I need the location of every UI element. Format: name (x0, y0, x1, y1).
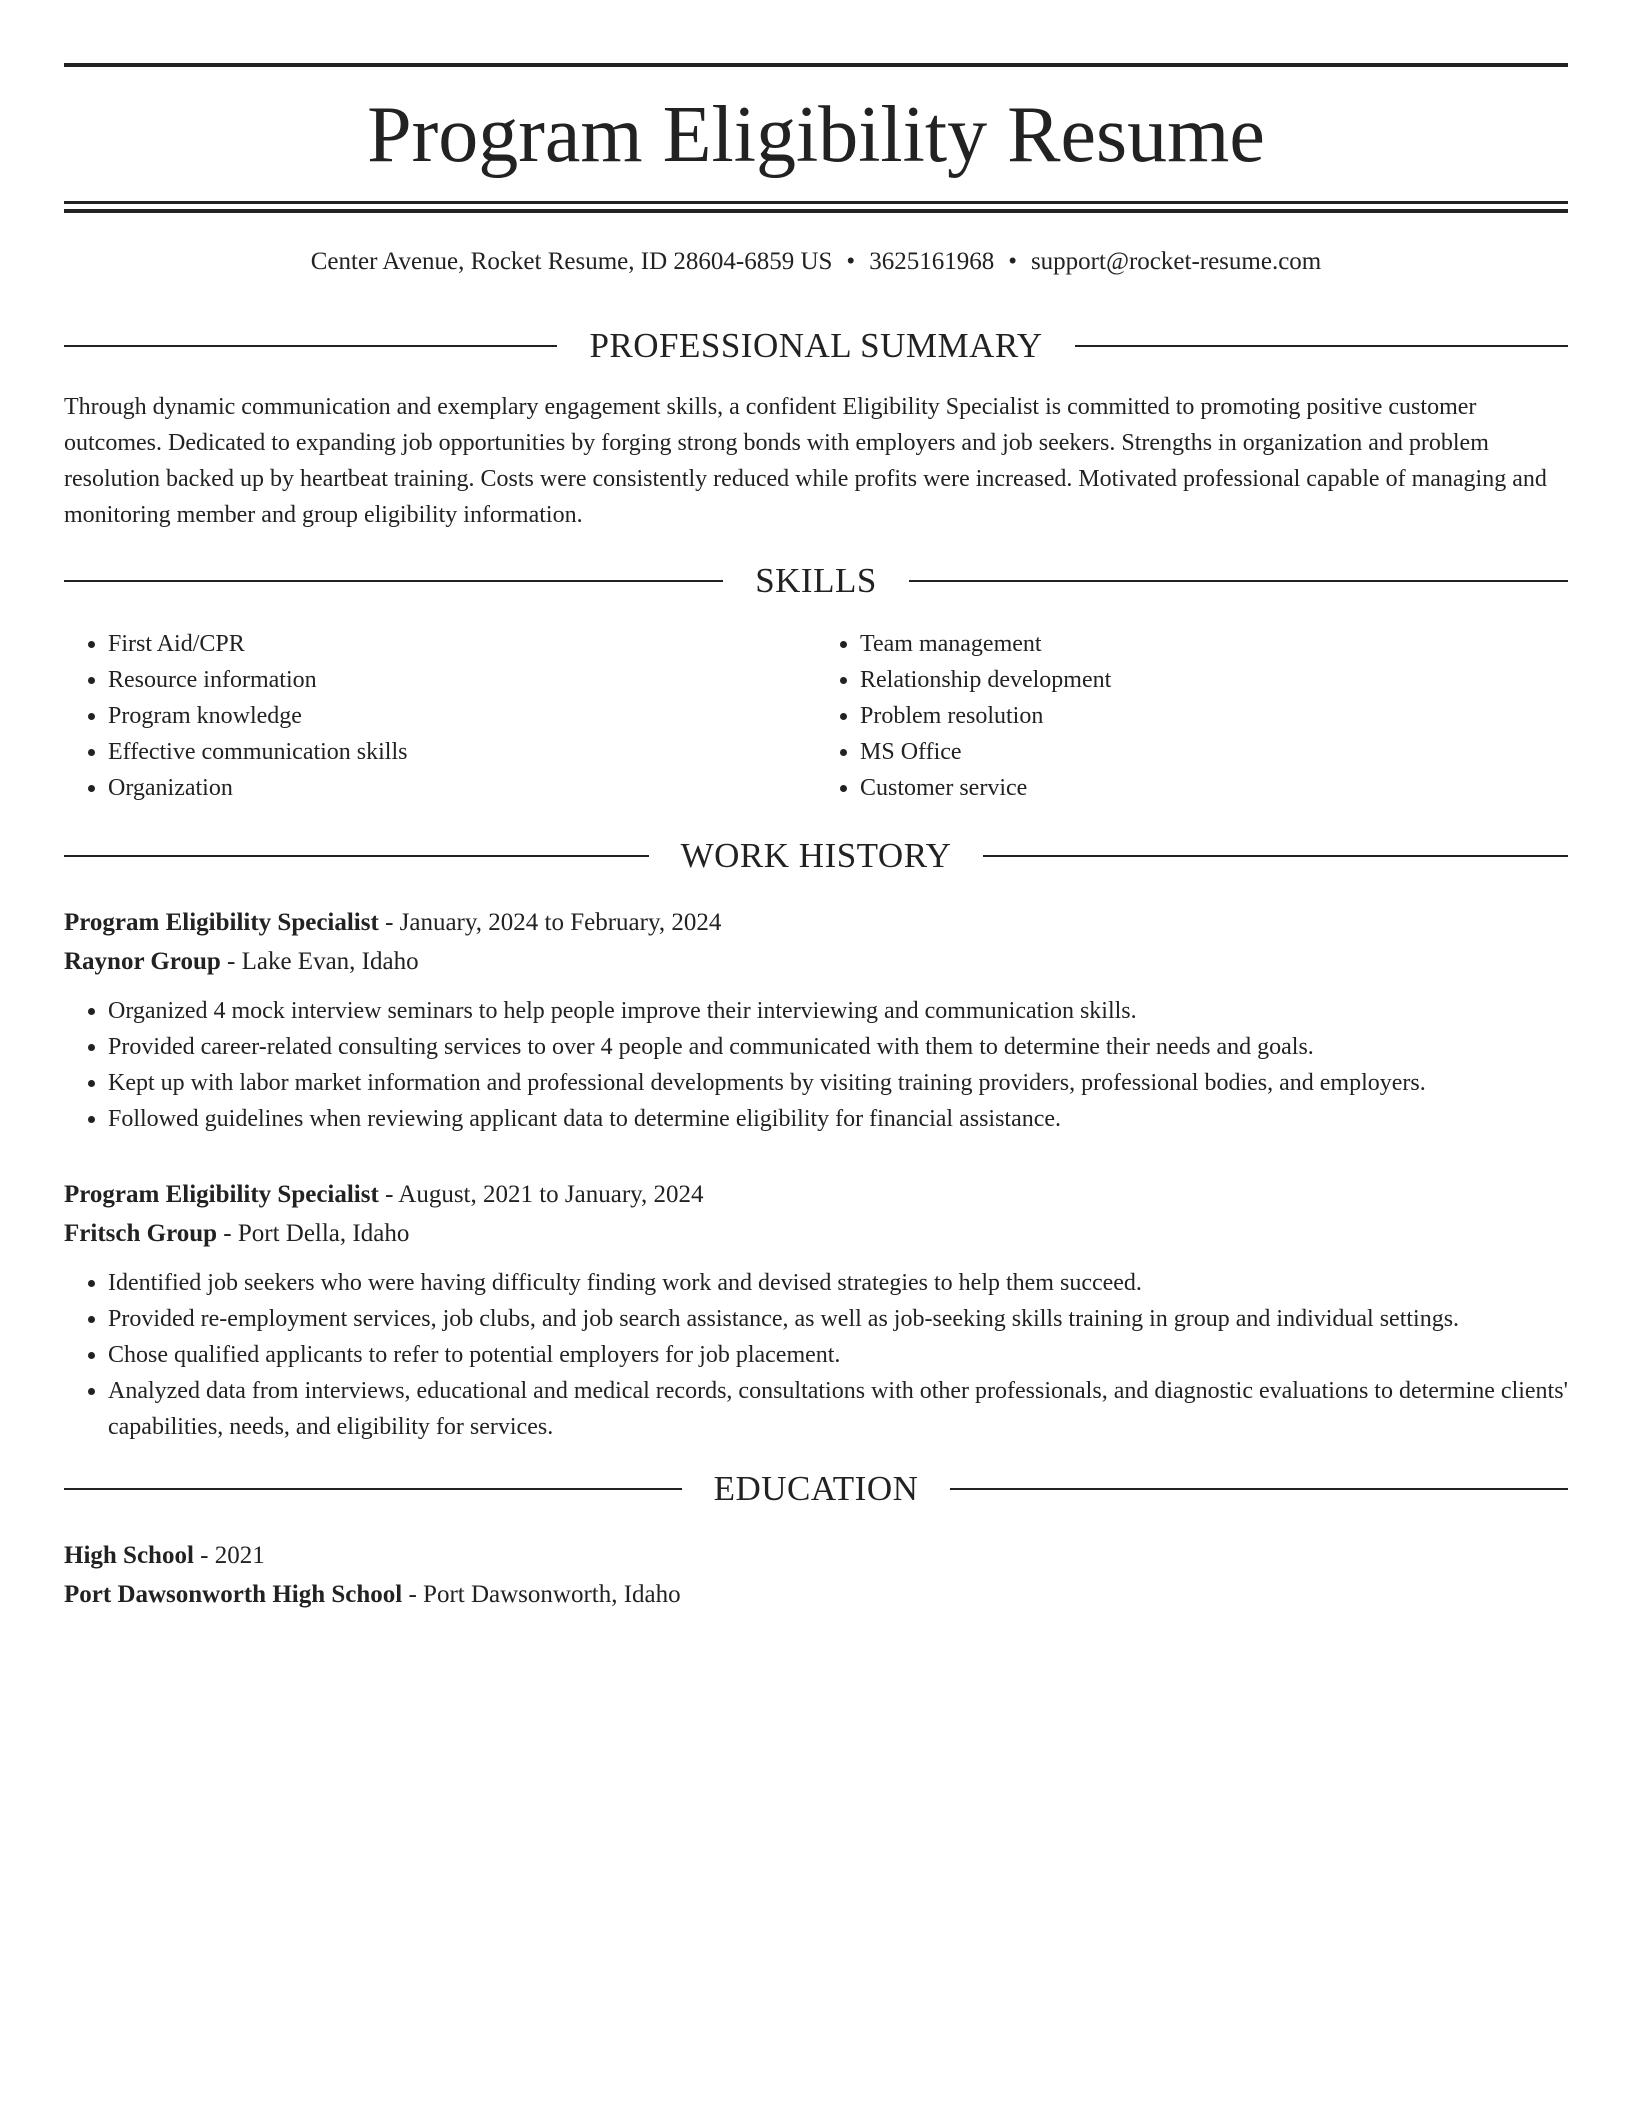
job-bullets (64, 993, 1568, 1137)
section-title: WORK HISTORY (680, 836, 952, 875)
job-title-line (64, 1175, 1568, 1214)
section-header-skills (64, 563, 1568, 598)
job-bullet: • Kept up with labor market information and professional developments by visiting training providers, professional bodies, and employers. (108, 1065, 1568, 1101)
resume-title: Program Eligibility Resume (367, 91, 1265, 179)
skills-column-right (816, 626, 1568, 806)
skills-column-left (64, 626, 816, 806)
education-school-line (64, 1575, 1568, 1614)
section-header-summary (64, 328, 1568, 363)
job-bullet: • Chose qualified applicants to refer to potential employers for job placement. (108, 1337, 1568, 1373)
contact-line (64, 249, 1568, 274)
education-school: Port Dawsonworth High School (64, 1581, 403, 1608)
section-title: EDUCATION (713, 1469, 919, 1508)
skill-item: • Customer service (860, 770, 1568, 806)
skill-item: • Relationship development (860, 662, 1568, 698)
job-bullets (64, 1265, 1568, 1445)
job-location: - Lake Evan, Idaho (220, 948, 419, 975)
education-year: - 2021 (193, 1542, 265, 1569)
job-bullet: • Provided career-related consulting services to over 4 people and communicated with them to determine their needs and goals. (108, 1029, 1568, 1065)
skill-item: • Program knowledge (108, 698, 816, 734)
education-entry (64, 1536, 1568, 1614)
section-header-education (64, 1471, 1568, 1506)
job-bullet: • Followed guidelines when reviewing applicant data to determine eligibility for financial assistance. (108, 1101, 1568, 1137)
job-company-line (64, 1214, 1568, 1253)
section-title: SKILLS (755, 561, 877, 600)
skill-item: • Resource information (108, 662, 816, 698)
contact-separator: • (1008, 248, 1017, 275)
job-entry (64, 1175, 1568, 1445)
skill-item: • Effective communication skills (108, 734, 816, 770)
top-rule (64, 63, 1568, 67)
skill-item: • First Aid/CPR (108, 626, 816, 662)
job-title: Program Eligibility Specialist (64, 909, 379, 936)
contact-address: Center Avenue, Rocket Resume, ID 28604-6859 US (310, 248, 833, 275)
job-dates: - January, 2024 to February, 2024 (378, 909, 722, 936)
education-degree: High School (64, 1542, 194, 1569)
skill-item: • Team management (860, 626, 1568, 662)
contact-separator: • (846, 248, 856, 275)
section-title: PROFESSIONAL SUMMARY (589, 326, 1043, 365)
title-double-rule (64, 201, 1568, 213)
job-bullet: • Identified job seekers who were having difficulty finding work and devised strategies to help them succeed. (108, 1265, 1568, 1301)
job-company: Raynor Group (64, 948, 221, 975)
job-title-line (64, 903, 1568, 942)
skill-item: • Organization (108, 770, 816, 806)
education-location: - Port Dawsonworth, Idaho (402, 1581, 681, 1608)
job-entry (64, 903, 1568, 1137)
job-dates: - August, 2021 to January, 2024 (378, 1181, 704, 1208)
contact-phone: 3625161968 (869, 248, 995, 275)
job-bullet: • Provided re-employment services, job clubs, and job search assistance, as well as job-seeking skills training in group and individual settings. (108, 1301, 1568, 1337)
job-company: Fritsch Group (64, 1220, 218, 1247)
job-bullet: • Analyzed data from interviews, educational and medical records, consultations with other professionals, and diagnostic evaluations to determine clients' capabilities, needs, and eligibility for services. (108, 1373, 1568, 1445)
job-title: Program Eligibility Specialist (64, 1181, 379, 1208)
skill-item: • MS Office (860, 734, 1568, 770)
education-degree-line (64, 1536, 1568, 1575)
section-header-work (64, 838, 1568, 873)
job-bullet: • Organized 4 mock interview seminars to help people improve their interviewing and communication skills. (108, 993, 1568, 1029)
job-location: - Port Della, Idaho (217, 1220, 410, 1247)
skill-item: • Problem resolution (860, 698, 1568, 734)
contact-email: support@rocket-resume.com (1030, 248, 1322, 275)
summary-text: Through dynamic communication and exemplary engagement skills, a confident Eligibility Specialist is committed to promoting positive customer outcomes. Dedicated to expanding job opportunities by forging strong bonds with employers and job seekers. Strengths in organization and problem resolution backed up by heartbeat training. Costs were consistently reduced while profits were increased. Motivated professional capable of managing and monitoring member and group eligibility information. (64, 394, 1547, 528)
skills-list (64, 626, 1568, 806)
job-company-line (64, 942, 1568, 981)
